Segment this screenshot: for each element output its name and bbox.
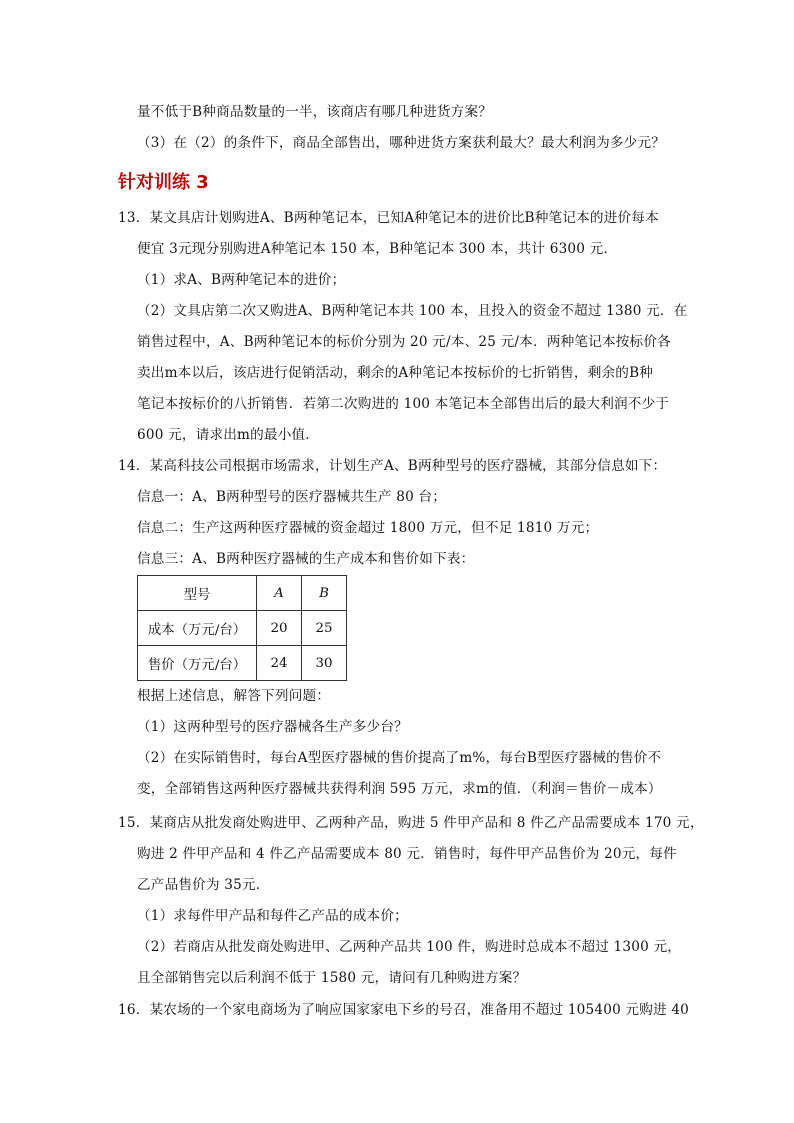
question-13-line: （1）求A、B两种笔记本的进价； xyxy=(137,272,346,288)
table-cell: 20 xyxy=(257,611,302,646)
question-14-line: 信息二：生产这两种医疗器械的资金超过 1800 万元，但不足 1810 万元； xyxy=(137,520,599,536)
table-cell: 售价（万元/台） xyxy=(138,646,257,681)
question-14-line: 信息一：A、B两种型号的医疗器械共生产 80 台； xyxy=(137,489,447,505)
question-13-line: 笔记本按标价的八折销售．若第二次购进的 100 本笔记本全部售出后的最大利润不少于 xyxy=(137,396,670,412)
question-16-line: 16．某农场的一个家电商场为了响应国家家电下乡的号召，准备用不超过 105400 元购进 40 xyxy=(118,1002,690,1018)
table-cell: 24 xyxy=(257,646,302,681)
question-13-line: 13．某文具店计划购进A、B两种笔记本，已知A种笔记本的进价比B种笔记本的进价每本 xyxy=(118,210,659,226)
text-line: （3）在（2）的条件下，商品全部售出，哪种进货方案获利最大？最大利润为多少元？ xyxy=(137,135,666,151)
table-header-row xyxy=(138,576,347,611)
question-13-line: 卖出m本以后，该店进行促销活动，剩余的A种笔记本按标价的七折销售，剩余的B种 xyxy=(137,365,654,381)
question-15-line: （1）求每件甲产品和每件乙产品的成本价； xyxy=(137,908,408,924)
section-title: 针对训练 3 xyxy=(118,172,209,193)
text-line: 量不低于B种商品数量的一半，该商店有哪几种进货方案？ xyxy=(137,104,493,120)
table-cell: 成本（万元/台） xyxy=(138,611,257,646)
question-14-line: （2）在实际销售时，每台A型医疗器械的售价提高了m%，每台B型医疗器械的售价不 xyxy=(137,750,662,766)
question-15-line: 购进 2 件甲产品和 4 件乙产品需要成本 80 元．销售时，每件甲产品售价为 20元，每件 xyxy=(137,846,677,862)
question-14-line: 信息三：A、B两种医疗器械的生产成本和售价如下表： xyxy=(137,551,475,567)
question-15-line: （2）若商店从批发商处购进甲、乙两种产品共 100 件，购进时总成本不超过 1300 元， xyxy=(137,939,682,955)
question-15-line: 且全部销售完以后利润不低于 1580 元，请问有几种购进方案？ xyxy=(137,970,527,986)
question-13-line: （2）文具店第二次又购进A、B两种笔记本共 100 本，且投入的资金不超过 1380 元．在 xyxy=(137,303,688,319)
table-header-cell: A xyxy=(257,576,302,611)
table-header-cell: B xyxy=(302,576,347,611)
question-13-line: 便宜 3元现分别购进A种笔记本 150 本，B种笔记本 300 本，共计 6300 元． xyxy=(137,241,618,257)
table-row xyxy=(138,646,347,681)
question-14-line: 14．某高科技公司根据市场需求，计划生产A、B两种型号的医疗器械，其部分信息如下： xyxy=(118,458,667,474)
question-15-line: 15．某商店从批发商处购进甲、乙两种产品，购进 5 件甲产品和 8 件乙产品需要成本 170 元， xyxy=(118,815,704,831)
spec-table xyxy=(137,575,347,681)
question-13-line: 销售过程中，A、B两种笔记本的标价分别为 20 元/本、25 元/本．两种笔记本按标价各 xyxy=(137,334,671,350)
question-13-line: 600 元，请求出m的最小值． xyxy=(137,427,320,443)
table-row xyxy=(138,611,347,646)
table-cell: 25 xyxy=(302,611,347,646)
question-14-line: （1）这两种型号的医疗器械各生产多少台？ xyxy=(137,719,408,735)
question-14-line: 变，全部销售这两种医疗器械共获得利润 595 万元，求m的值．（利润＝售价－成本） xyxy=(137,781,662,797)
table-cell: 30 xyxy=(302,646,347,681)
question-14-line: 根据上述信息，解答下列问题： xyxy=(137,688,331,704)
question-15-line: 乙产品售价为 35元． xyxy=(137,877,270,893)
table-header-cell: 型号 xyxy=(138,576,257,611)
